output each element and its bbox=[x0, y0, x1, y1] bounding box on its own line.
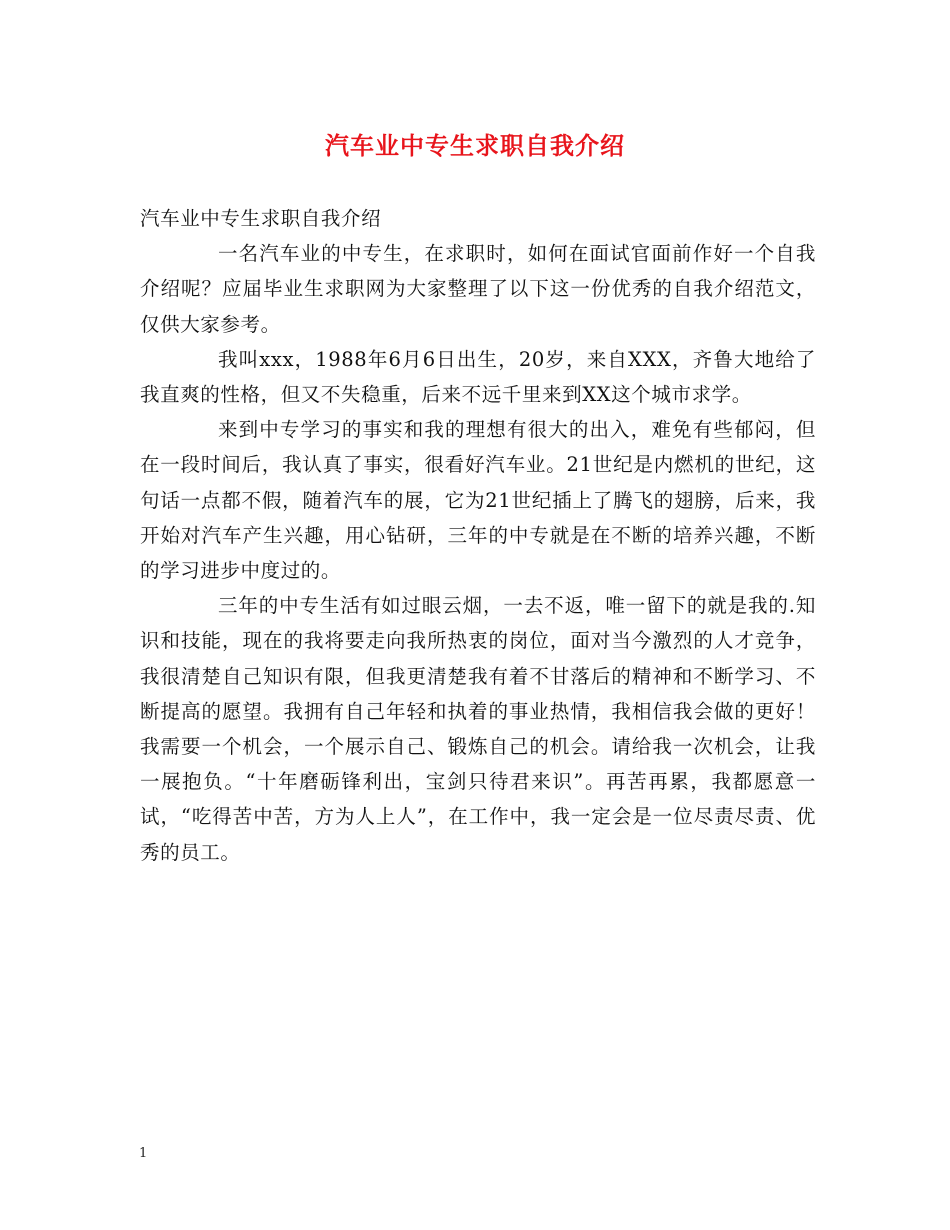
document-body bbox=[140, 201, 816, 870]
paragraph-subtitle: 汽车业中专生求职自我介绍 bbox=[140, 207, 382, 230]
paragraph-study-experience: 来到中专学习的事实和我的理想有很大的出入，难免有些郁闷，但在一段时间后，我认真了事实，很看好汽车业。21世纪是内燃机的世纪，这句话一点都不假，随着汽车的展，它为21世纪插上了腾飞的翅膀，后来，我开始对汽车产生兴趣，用心钻研，三年的中专就是在不断的培养兴趣，不断的学习进步中度过的。 bbox=[140, 418, 816, 583]
paragraph-intro: 一名汽车业的中专生，在求职时，如何在面试官面前作好一个自我介绍呢？应届毕业生求职网为大家整理了以下这一份优秀的自我介绍范文，仅供大家参考。 bbox=[140, 242, 816, 336]
document-title: 汽车业中专生求职自我介绍 bbox=[325, 131, 625, 160]
paragraph-conclusion: 三年的中专生活有如过眼云烟，一去不返，唯一留下的就是我的.知识和技能，现在的我将要走向我所热衷的岗位，面对当今激烈的人才竞争，我很清楚自己知识有限，但我更清楚我有着不甘落后的精神和不断学习、不断提高的愿望。我拥有自己年轻和执着的事业热情，我相信我会做的更好！我需要一个机会，一个展示自己、锻炼自己的机会。请给我一次机会，让我一展抱负。“十年磨砺锋利出，宝剑只待君来识”。再苦再累，我都愿意一试，“吃得苦中苦，方为人上人”，在工作中，我一定会是一位尽责尽责、优秀的员工。 bbox=[140, 594, 816, 864]
page-number: 1 bbox=[139, 1146, 148, 1161]
paragraph-personal-info: 我叫xxx，1988年6月6日出生，20岁，来自XXX，齐鲁大地给了我直爽的性格，但又不失稳重，后来不远千里来到XX这个城市求学。 bbox=[140, 347, 816, 407]
